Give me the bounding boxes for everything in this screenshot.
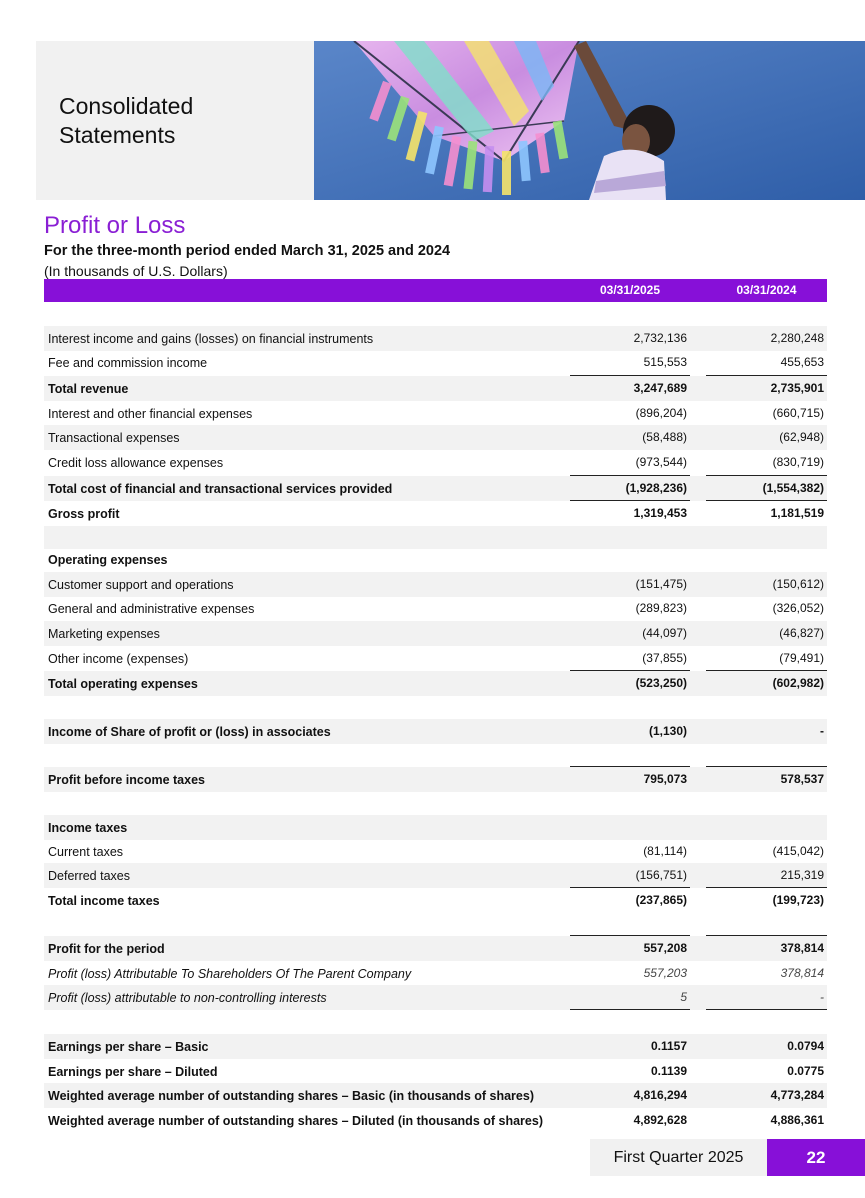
row-value-2024: 215,319 [780,868,824,882]
table-header [44,279,827,302]
row-value-2025: (237,865) [635,893,687,907]
row-label: Other income (expenses) [48,652,189,666]
header-title-line-2: Statements [59,122,176,148]
table-row [44,646,827,671]
row-value-2025: (151,475) [635,577,687,591]
row-value-2024: (46,827) [779,626,824,640]
table-row-profit-before-taxes [44,767,827,792]
table-row-total-cost [44,476,827,501]
table-row-shares-diluted [44,1108,827,1133]
table-row-section-operating [44,547,827,572]
row-label: Earnings per share – Basic [48,1040,209,1054]
row-label: Marketing expenses [48,627,160,641]
row-value-2025: 3,247,689 [633,381,687,395]
row-value-2025: 795,073 [643,772,687,786]
row-value-2025: (81,114) [643,844,687,858]
row-label: Profit for the period [48,942,165,956]
row-value-2025: (37,855) [642,651,687,665]
row-label: Profit (loss) attributable to non-controlling interests [48,991,327,1005]
row-value-2024: 0.0794 [787,1039,824,1053]
row-value-2025: 557,208 [643,941,687,955]
row-value-2024: 4,773,284 [770,1088,824,1102]
row-value-2024: 2,735,901 [770,381,824,395]
row-label: Profit before income taxes [48,773,205,787]
table-row-profit-for-period [44,936,827,961]
table-row [44,326,827,351]
row-value-2024: (62,948) [779,430,824,444]
kite-photo [314,41,865,200]
row-value-2024: 578,537 [780,772,824,786]
row-value-2025: (896,204) [635,406,687,420]
row-value-2025: 557,203 [643,966,687,980]
row-value-2024: 378,814 [780,941,824,955]
row-label: Current taxes [48,845,124,859]
row-value-2025: 1,319,453 [633,506,687,520]
row-label: Total operating expenses [48,677,198,691]
table-row-eps-diluted [44,1059,827,1084]
row-label: Interest and other financial expenses [48,407,253,421]
row-label: Earnings per share – Diluted [48,1065,218,1079]
row-value-2024: (602,982) [772,676,824,690]
row-value-2024: (415,042) [772,844,824,858]
subtotal-rule [570,1009,690,1010]
row-label: Weighted average number of outstanding shares – Basic (in thousands of shares) [48,1089,534,1103]
table-row-gross-profit [44,501,827,526]
table-row [44,401,827,426]
row-value-2024: - [820,724,824,738]
row-label: Transactional expenses [48,431,180,445]
footer-period: First Quarter 2025 [590,1139,767,1176]
table-row-section-income-taxes [44,815,827,840]
subtotal-rule [706,1009,827,1010]
spacer-row [44,526,827,549]
row-value-2025: 0.1139 [650,1064,687,1078]
header-title-line-1: Consolidated [59,93,194,119]
row-label: Income of Share of profit or (loss) in associates [48,725,331,739]
row-label: Credit loss allowance expenses [48,456,224,470]
row-label: Total cost of financial and transactional services provided [48,482,393,496]
row-label: Total revenue [48,382,129,396]
table-row [44,425,827,450]
table-row [44,596,827,621]
row-value-2024: 2,280,248 [770,331,824,345]
row-label: Profit (loss) Attributable To Shareholders Of The Parent Company [48,967,412,981]
row-value-2025: (523,250) [635,676,687,690]
header-title-box [36,41,314,200]
row-label: Total income taxes [48,894,160,908]
row-value-2025: (1,130) [648,724,687,738]
row-label: Fee and commission income [48,356,208,370]
page-header [36,41,865,200]
row-value-2024: 455,653 [780,355,824,369]
row-value-2025: (44,097) [642,626,687,640]
row-value-2024: (150,612) [772,577,824,591]
row-label: Operating expenses [48,553,168,567]
row-value-2025: 2,732,136 [633,331,687,345]
row-value-2025: (156,751) [635,868,687,882]
table-row [44,450,827,475]
row-value-2024: (199,723) [772,893,824,907]
column-header-2025: 03/31/2025 [599,283,661,297]
row-value-2024: 0.0775 [787,1064,824,1078]
table-row [44,863,827,888]
row-label: Customer support and operations [48,578,234,592]
row-label: Income taxes [48,821,128,835]
row-label: Interest income and gains (losses) on financial instruments [48,332,374,346]
statement-units: (In thousands of U.S. Dollars) [44,263,228,279]
row-value-2025: 5 [680,990,687,1004]
row-value-2025: 0.1157 [650,1039,687,1053]
row-label: Deferred taxes [48,869,130,883]
table-row-associates [44,719,827,744]
table-row-shares-basic [44,1083,827,1108]
row-value-2024: (830,719) [772,455,824,469]
row-value-2025: 515,553 [643,355,687,369]
statement-period: For the three-month period ended March 31, 2025 and 2024 [44,243,451,259]
row-value-2024: (1,554,382) [762,481,824,495]
column-header-2024: 03/31/2024 [736,283,797,297]
row-value-2024: 4,886,361 [770,1113,824,1127]
table-row-non-controlling [44,985,827,1010]
statement-title: Profit or Loss [44,212,186,239]
table-row-parent-shareholders [44,961,827,986]
row-label: General and administrative expenses [48,602,255,616]
table-row-total-income-taxes [44,888,827,913]
row-value-2024: 378,814 [780,966,824,980]
row-value-2025: 4,816,294 [633,1088,687,1102]
row-value-2024: - [820,990,824,1004]
row-value-2025: (58,488) [642,430,687,444]
table-row-eps-basic [44,1034,827,1059]
table-row-total-revenue [44,376,827,401]
row-value-2025: 4,892,628 [633,1113,687,1127]
header-title [59,92,193,150]
row-value-2025: (289,823) [635,601,687,615]
table-row [44,572,827,597]
table-row [44,621,827,646]
table-row-total-operating [44,671,827,696]
row-label: Gross profit [48,507,120,521]
row-value-2024: 1,181,519 [770,506,824,520]
row-label: Weighted average number of outstanding shares – Diluted (in thousands of shares) [48,1114,543,1128]
row-value-2024: (660,715) [772,406,824,420]
row-value-2025: (1,928,236) [625,481,687,495]
table-row [44,839,827,864]
page-number: 22 [767,1139,865,1176]
row-value-2025: (973,544) [635,455,687,469]
row-value-2024: (326,052) [772,601,824,615]
table-row [44,350,827,375]
row-value-2024: (79,491) [779,651,824,665]
